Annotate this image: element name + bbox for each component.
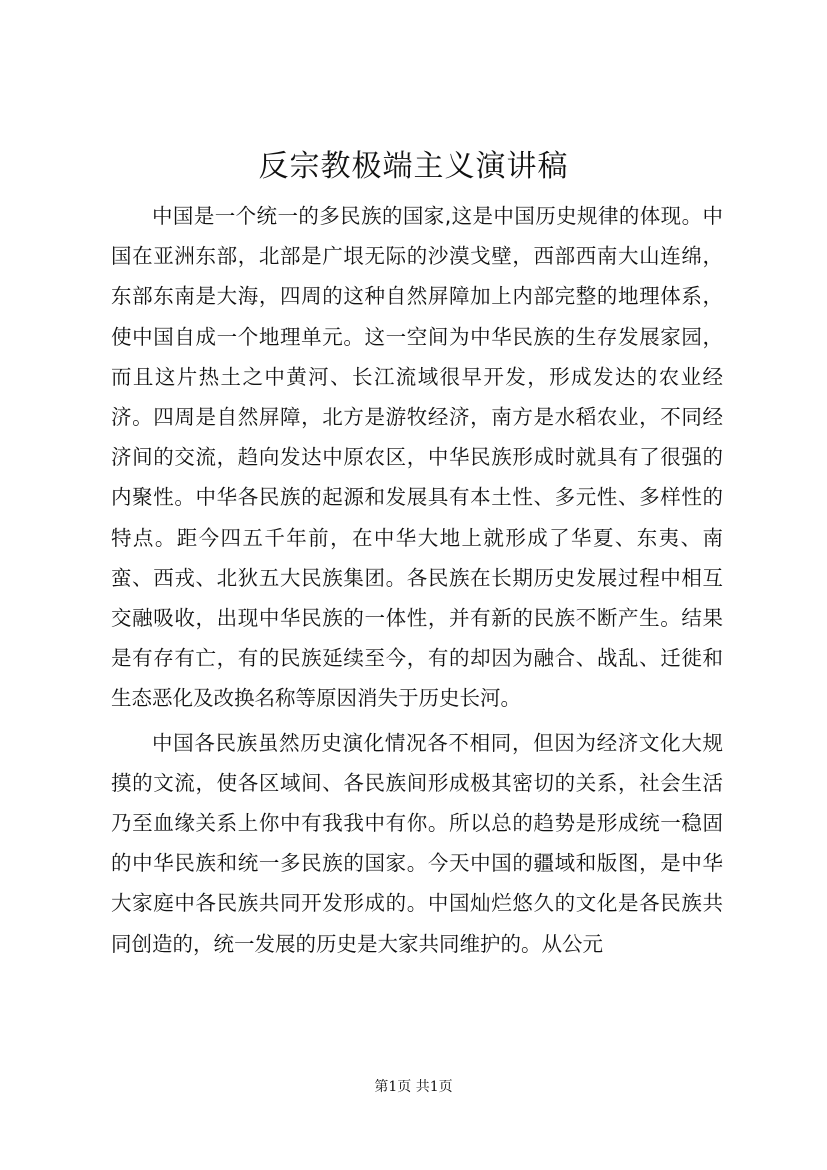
document-title: 反宗教极端主义演讲稿 [258, 149, 569, 184]
document-body [111, 196, 723, 964]
page-number-footer: 第1页 共1页 [374, 1079, 453, 1095]
paragraph: 中国各民族虽然历史演化情况各不相同，但因为经济文化大规摸的文流，使各区域间、各民族间形成极其密切的关系，社会生活乃至血缘关系上你中有我我中有你。所以总的趋势是形成统一稳固的中华民族和统一多民族的国家。今天中国的疆域和版图，是中华大家庭中各民族共同开发形成的。中国灿烂悠久的文化是各民族共同创造的，统一发展的历史是大家共同维护的。从公元 [111, 730, 723, 956]
paragraph: 中国是一个统一的多民族的国家,这是中国历史规律的体现。中国在亚洲东部，北部是广垠无际的沙漠戈壁，西部西南大山连绵，东部东南是大海，四周的这种自然屏障加上内部完整的地理体系，使中国自成一个地理单元。这一空间为中华民族的生存发展家园，而且这片热土之中黄河、长江流域很早开发，形成发达的农业经济。四周是自然屏障，北方是游牧经济，南方是水稻农业，不同经济间的交流，趋向发达中原农区，中华民族形成时就具有了很强的内聚性。中华各民族的起源和发展具有本土性、多元性、多样性的特点。距今四五千年前，在中华大地上就形成了华夏、东夷、南蛮、西戎、北狄五大民族集团。各民族在长期历史发展过程中相互交融吸收，出现中华民族的一体性，并有新的民族不断产生。结果是有存有亡，有的民族延续至今，有的却因为融合、战乱、迁徙和生态恶化及改换名称等原因消失于历史长河。 [111, 204, 723, 711]
